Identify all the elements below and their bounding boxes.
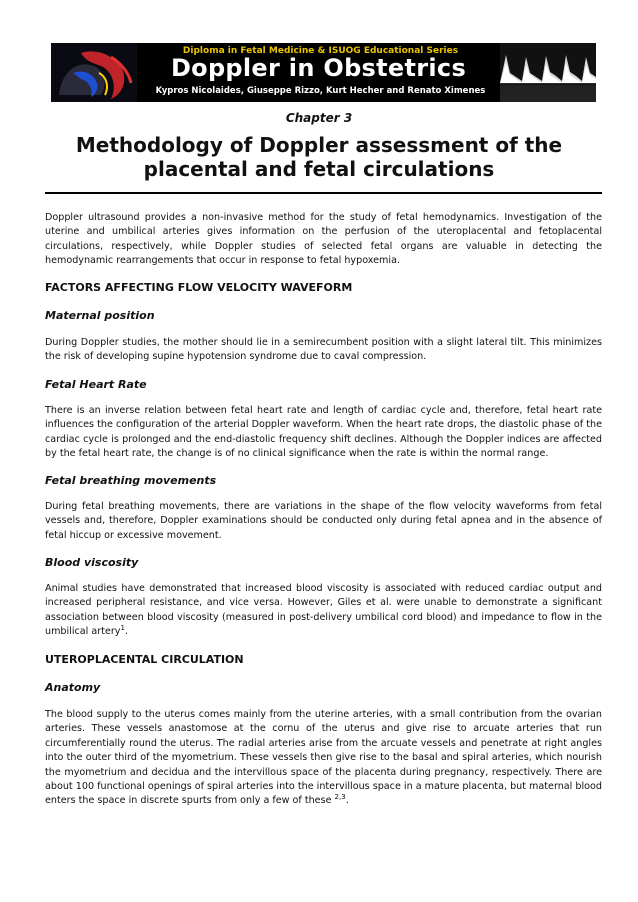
fetal-heart-rate-paragraph: There is an inverse relation between fetal heart rate and length of cardiac cycle and, therefore, fetal heart rate influences the configuration of the arterial Doppler waveform. When the heart rate drops, the diastolic phase of the cardiac cycle is prolonged and the end-diastolic frequency shift declines. Although the Doppler indices are affected by the fetal heart rate, the change is of no clinical significance when the rate is within the normal range.: [45, 405, 602, 460]
anatomy-end: .: [345, 795, 349, 807]
subheading-fetal-breathing: Fetal breathing movements: [45, 474, 217, 487]
section-heading-factors: FACTORS AFFECTING FLOW VELOCITY WAVEFORM: [45, 281, 353, 294]
series-title: Diploma in Fetal Medicine & ISUOG Educational Series: [182, 46, 459, 56]
book-title: Doppler in Obstetrics: [170, 54, 467, 82]
title-divider: [45, 192, 602, 194]
blood-viscosity-end: .: [124, 626, 129, 638]
page-title: Methodology of Doppler assessment of the placental and fetal circulations: [75, 133, 563, 181]
authors: Kypros Nicolaides, Giuseppe Rizzo, Kurt Hecher and Renato Ximenes: [155, 86, 486, 96]
section-heading-uteroplacental: UTEROPLACENTAL CIRCULATION: [45, 653, 244, 666]
blood-viscosity-text: Animal studies have demonstrated that increased blood viscosity is associated with reduced cardiac output and increased peripheral resistance, and vice versa. However, Giles et al. were unable to demonstrate a significant association between blood viscosity (measured in post-delivery umbilical cord blood) and impedance to flow in the umbilical artery: [45, 583, 602, 638]
color-doppler-image: [51, 43, 137, 102]
doppler-waveform-image: [500, 43, 596, 102]
subheading-fetal-heart-rate: Fetal Heart Rate: [45, 378, 147, 391]
chapter-label: Chapter 3: [285, 111, 353, 125]
anatomy-text: The blood supply to the uterus comes mainly from the uterine arteries, with a small contribution from the ovarian arteries. These vessels anastomose at the cornu of the uterus and give rise to arcuate arteries that run circumferentially round the uterus. The radial arteries arise from the arcuate vessels and penetrate at right angles into the outer third of the myometrium. These vessels then give rise to the basal and spiral arteries, which nourish the myometrium and decidua and the intervillous space of the placenta during pregnancy, respectively. There are about 100 functional openings of spiral arteries into the intervillous space in a mature placenta, but maternal blood enters the space in discrete spurts from only a few of these: [45, 709, 602, 807]
intro-paragraph: Doppler ultrasound provides a non-invasive method for the study of fetal hemodynamics. Investigation of the uterine and umbilical arteries gives information on the perfusion of the uteroplacental and fetoplacental circulations, respectively, while Doppler studies of selected fetal organs are valuable in detecting the hemodynamic rearrangements that occur in response to fetal hypoxemia.: [45, 212, 602, 267]
subheading-blood-viscosity: Blood viscosity: [45, 556, 139, 569]
reference-2-3: 2,3: [334, 793, 346, 802]
blood-viscosity-paragraph: [45, 582, 602, 640]
reference-1: 1: [120, 624, 125, 633]
subheading-maternal-position: Maternal position: [45, 309, 155, 322]
header-banner: [51, 43, 596, 102]
fetal-breathing-paragraph: During fetal breathing movements, there are variations in the shape of the flow velocity waveforms from fetal vessels and, therefore, Doppler examinations should be conducted only during fetal apnea and in the absence of fetal hiccup or excessive movement.: [45, 501, 602, 541]
anatomy-paragraph: [45, 708, 602, 809]
maternal-position-paragraph: During Doppler studies, the mother should lie in a semirecumbent position with a slight lateral tilt. This minimizes the risk of developing supine hypotension syndrome due to caval compression.: [45, 337, 602, 363]
subheading-anatomy: Anatomy: [45, 681, 101, 694]
